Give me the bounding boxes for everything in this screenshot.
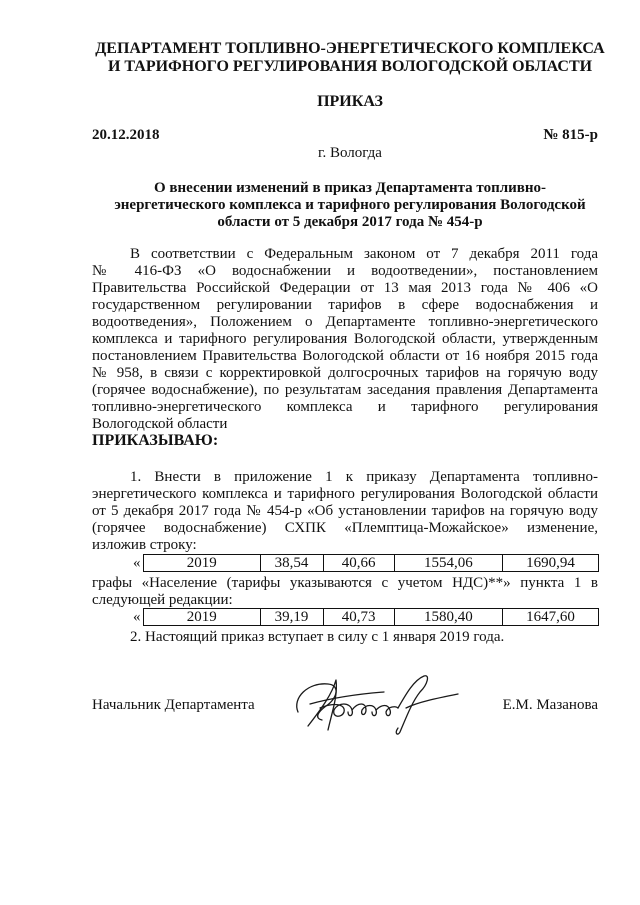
preamble-line: постановлением Правительства Вологодской области от 16 ноября 2015 года — [92, 348, 598, 364]
signatory-position: Начальник Департамента — [92, 697, 255, 713]
table-cell: 39,19 — [260, 609, 323, 626]
table-cell: 2019 — [144, 609, 261, 626]
item1-line: (горячее водоснабжение) СХПК «Племптица-Можайское» изменение, — [92, 520, 598, 536]
order-word: ПРИКАЗЫВАЮ: — [92, 432, 219, 449]
document-date: 20.12.2018 — [92, 127, 160, 143]
preamble-line: комплекса и тарифного регулирования Вологодской области, утвержденным — [92, 331, 598, 347]
item1-line: от 5 декабря 2017 года № 454-р «Об установлении тарифов на горячую воду — [92, 503, 598, 519]
preamble-line: № 416-ФЗ «О водоснабжении и водоотведении», постановлением — [92, 263, 598, 279]
table-cell: 2019 — [144, 555, 261, 572]
new-row-quote: « — [133, 609, 141, 625]
old-tariff-table — [143, 554, 599, 572]
table-cell: 38,54 — [260, 555, 323, 572]
preamble-line: государственном регулировании тарифов в сфере водоснабжения и — [92, 297, 598, 313]
handwritten-signature — [288, 668, 468, 740]
subject-line1: О внесении изменений в приказ Департамента топливно- — [153, 180, 547, 196]
preamble-line: В соответствии с Федеральным законом от 7 декабря 2011 года — [130, 246, 598, 262]
table-cell: 1647,60 — [503, 609, 599, 626]
document-type: ПРИКАЗ — [317, 93, 383, 110]
table-cell: 40,66 — [323, 555, 394, 572]
item1-line: 1. Внести в приложение 1 к приказу Департамента топливно- — [130, 469, 598, 485]
item2: 2. Настоящий приказ вступает в силу с 1 января 2019 года. — [130, 629, 505, 645]
between-line: графы «Население (тарифы указываются с учетом НДС)**» пункта 1 в — [92, 575, 598, 591]
table-cell: 1554,06 — [394, 555, 502, 572]
signatory-name: Е.М. Мазанова — [502, 697, 598, 713]
department-name-line1: ДЕПАРТАМЕНТ ТОПЛИВНО-ЭНЕРГЕТИЧЕСКОГО КОМПЛЕКСА — [95, 40, 605, 57]
table-cell: 40,73 — [323, 609, 394, 626]
preamble-line: Вологодской области — [92, 416, 228, 432]
item1-line: изложив строку: — [92, 537, 197, 553]
document-city: г. Вологда — [318, 145, 382, 161]
preamble-line: Правительства Российской Федерации от 13 мая 2013 года № 406 «О — [92, 280, 598, 296]
preamble-line: № 958, в связи с корректировкой долгосрочных тарифов на горячую воду — [92, 365, 598, 381]
old-row-quote: « — [133, 555, 141, 571]
subject-line3: области от 5 декабря 2017 года № 454-р — [217, 214, 483, 230]
table-row — [144, 555, 599, 572]
subject-line2: энергетического комплекса и тарифного регулирования Вологодской — [114, 197, 586, 213]
preamble-line: (горячее водоснабжение), по результатам заседания правления Департамента — [92, 382, 598, 398]
item1-line: энергетического комплекса и тарифного регулирования Вологодской области — [92, 486, 598, 502]
department-name-line2: И ТАРИФНОГО РЕГУЛИРОВАНИЯ ВОЛОГОДСКОЙ ОБЛАСТИ — [107, 58, 593, 75]
table-cell: 1690,94 — [503, 555, 599, 572]
new-tariff-table — [143, 608, 599, 626]
preamble-line: водоотведения», Положением о Департаменте топливно-энергетического — [92, 314, 598, 330]
table-row — [144, 609, 599, 626]
document-number: № 815-р — [543, 127, 598, 143]
between-line: следующей редакции: — [92, 592, 233, 608]
table-cell: 1580,40 — [394, 609, 502, 626]
preamble-line: топливно-энергетического комплекса и тарифного регулирования — [92, 399, 598, 415]
